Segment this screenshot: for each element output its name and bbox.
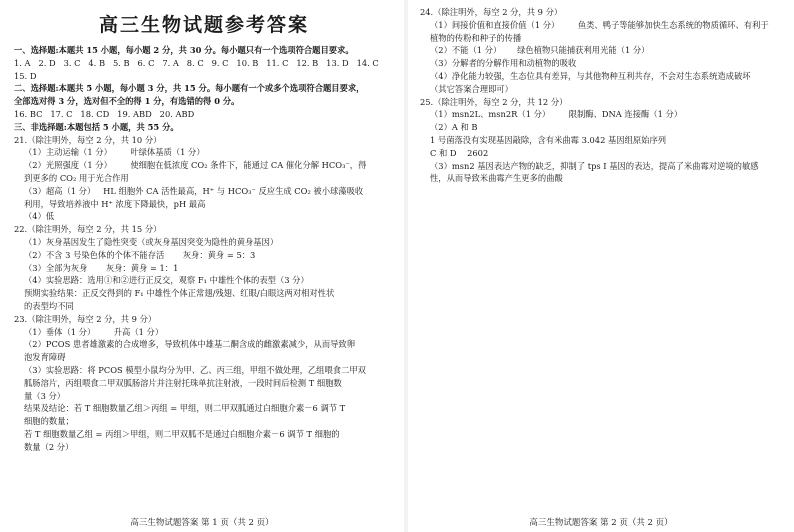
answer-line: （3）分解者的分解作用和动植物的吸收 bbox=[430, 58, 577, 69]
answer-line: （1）间接价值和直接价值（1 分） 鱼类、鸭子等能够加快生态系统的物质循环、有利于 bbox=[430, 19, 769, 30]
answer-line: （2）不能（1 分） 绿色植物只能捕获利用光能（1 分） bbox=[430, 45, 650, 56]
answer-line: 1 号菌落没有实现基因敲除，含有米曲霉 3.042 基因组原始序列 bbox=[430, 134, 667, 145]
answer-line: 植物的传粉和种子的传播 bbox=[430, 32, 522, 43]
answer-line: 预期实验结果：正反交得到的 F₁ 中雄性个体正常翅/残翅、红眼/白眼这两对相对性状 bbox=[24, 288, 335, 299]
answer-line: （2）不含 3 号染色体的个体不能存活 灰身：黄身 = 5：3 bbox=[24, 249, 256, 260]
answer-line: 到更多的 CO₂ 用于光合作用 bbox=[24, 172, 129, 183]
answer-line: 泡发育障碍 bbox=[24, 352, 66, 363]
answer-line: （1）垂体（1 分） 升高（1 分） bbox=[24, 326, 164, 337]
answer-line: 21.（除注明外，每空 2 分，共 10 分） bbox=[14, 134, 162, 145]
answer-line: 16. BC 17. C 18. CD 19. ABD 20. ABD bbox=[14, 108, 195, 119]
answer-line: 15. D bbox=[14, 70, 37, 81]
document-title: 高三生物试题参考答案 bbox=[98, 14, 309, 36]
answer-line: （2）A 和 B bbox=[430, 122, 478, 133]
answer-line: 的表型均不同 bbox=[24, 300, 74, 311]
answer-line: 细胞的数量； bbox=[24, 416, 74, 427]
answer-line: 数量（2 分） bbox=[24, 441, 74, 452]
answer-line: （1）msn2L、msn2R（1 分） 限制酶、DNA 连接酶（1 分） bbox=[430, 109, 683, 120]
answer-line: （3）超高（1 分） HL 组胞外 CA 活性最高，H⁺ 与 HCO₃⁻ 反应生成 CO₂ 被小球藻吸收 bbox=[24, 185, 364, 196]
answer-line: 若 T 细胞数量乙组 = 丙组＞甲组，则二甲双胍不是通过白细胞介素－6 调节 T 细胞的 bbox=[24, 428, 340, 439]
page-one-body bbox=[14, 44, 394, 454]
answer-line: （3）msn2 基因表达产物的缺乏，抑制了 tps Ⅰ 基因的表达，提高了米曲霉对逆境的敏感 bbox=[430, 160, 759, 171]
answer-line: 三、非选择题:本题包括 5 小题，共 55 分。 bbox=[14, 121, 179, 132]
answer-line: （3）实验思路：将 PCOS 模型小鼠均分为甲、乙、丙三组，甲组不做处理，乙组喂食二甲双 bbox=[24, 364, 366, 375]
page-one-footer: 高三生物试题答案 第 1 页（共 2 页） bbox=[130, 518, 274, 528]
answer-line: （1）主动运输（1 分） 叶绿体基质（1 分） bbox=[24, 147, 205, 158]
answer-line: 量（3 分） bbox=[24, 390, 66, 401]
page-two bbox=[408, 0, 794, 532]
answer-line: （2）光照强度（1 分） 使细胞在低浓度 CO₂ 条件下，能通过 CA 催化分解 HCO₃⁻，得 bbox=[24, 160, 367, 171]
page-two-body bbox=[420, 6, 786, 185]
answer-line: （4）低 bbox=[24, 211, 55, 222]
answer-line: 25.（除注明外，每空 2 分，共 12 分） bbox=[420, 96, 568, 107]
answer-line: （4）净化能力较强，生态位具有差异，与其他物种互利共存，不会对生态系统造成破坏 bbox=[430, 70, 751, 81]
answer-line: 23.（除注明外，每空 2 分，共 9 分） bbox=[14, 313, 157, 324]
answer-line: （4）实验思路：选用①和②进行正反交，观察 F₁ 中雄性个体的表型（3 分） bbox=[24, 275, 309, 286]
answer-line: （1）灰身基因发生了隐性突变（或灰身基因突变为隐性的黄身基因） bbox=[24, 236, 279, 247]
answer-line: 22.（除注明外，每空 2 分，共 15 分） bbox=[14, 224, 162, 235]
answer-line: （3）全部为灰身 灰身：黄身 = 1：1 bbox=[24, 262, 179, 273]
answer-line: 一、选择题:本题共 15 小题，每小题 2 分，共 30 分。每小题只有一个选项符合题目要求。 bbox=[14, 45, 354, 55]
answer-line: 结果及结论：若 T 细胞数量乙组＞丙组 = 甲组，则二甲双胍通过白细胞介素－6 调节 T bbox=[24, 403, 346, 414]
answer-line: 性，从而导致米曲霉产生更多的曲酸 bbox=[430, 173, 563, 184]
answer-line: 1. A 2. D 3. C 4. B 5. B 6. C 7. A 8. C 9. C 10. B 11. C 12. B 13. D 14. C bbox=[14, 57, 379, 68]
answer-line: 24.（除注明外，每空 2 分，共 9 分） bbox=[420, 7, 563, 17]
page-two-footer: 高三生物试题答案 第 2 页（共 2 页） bbox=[529, 518, 673, 528]
answer-line: （其它答案合理即可） bbox=[430, 83, 513, 94]
answer-line: 全部选对得 3 分，选对但不全的得 1 分，有选错的得 0 分。 bbox=[14, 96, 240, 107]
answer-line: 利用，导致培养液中 H⁺ 浓度下降最快，pH 最高 bbox=[24, 198, 206, 209]
answer-line: （2）PCOS 患者雄激素的合成增多，导致机体中雄基二酮含成的雌激素减少，从而导致卵 bbox=[24, 339, 356, 350]
answer-line: 胍肠溶片，丙组喂食二甲双胍肠溶片并注射托珠单抗注射液，一段时间后检测 T 细胞数 bbox=[24, 377, 342, 388]
answer-line: C 和 D 2602 bbox=[430, 147, 489, 158]
answer-line: 二、选择题:本题共 5 小题，每小题 3 分，共 15 分。每小题有一个或多个选项符合题目要求， bbox=[14, 83, 365, 94]
